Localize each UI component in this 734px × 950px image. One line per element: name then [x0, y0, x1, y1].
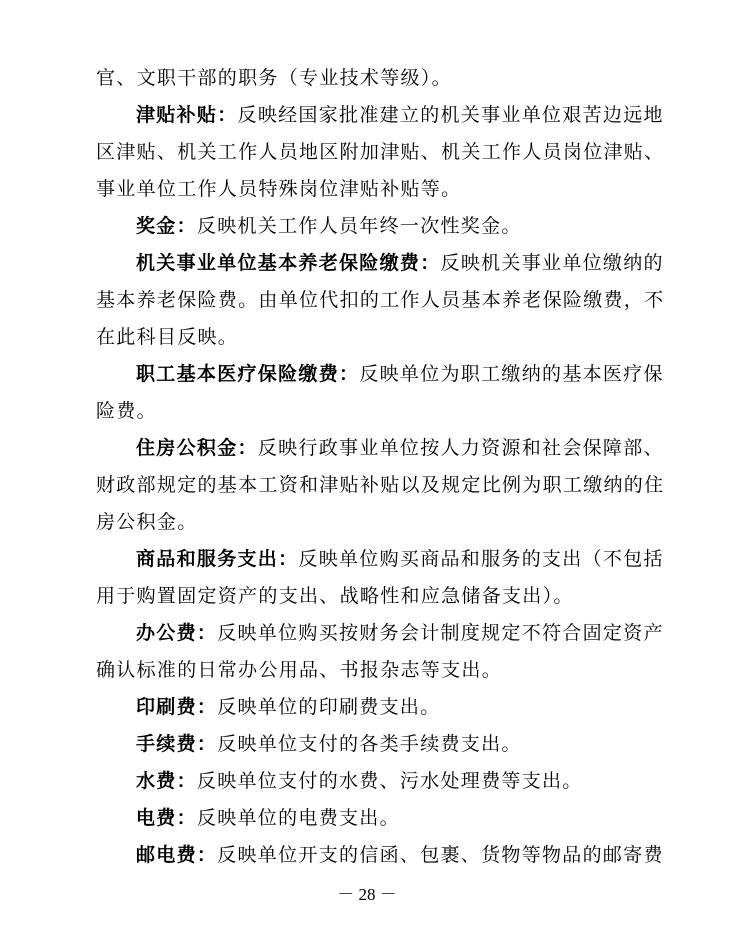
line-text: 财政部规定的基本工资和津贴补贴以及规定比例为职工缴纳的住: [96, 474, 665, 496]
paragraph-line-with-term: [96, 615, 664, 652]
paragraph-line: [96, 171, 641, 208]
paragraph-line-with-term: [96, 726, 641, 763]
paragraph-line-with-term: [96, 97, 664, 134]
body-text: [96, 60, 665, 874]
term-label: 住房公积金：: [136, 437, 258, 459]
paragraph-line-with-term: [96, 763, 641, 800]
paragraph-line-with-term: [96, 689, 641, 726]
term-label: 印刷费：: [136, 696, 218, 718]
term-label: 水费：: [136, 770, 197, 792]
paragraph-line: [96, 319, 641, 356]
line-text: 在此科目反映。: [96, 326, 239, 348]
paragraph-line-with-term: [96, 245, 664, 282]
line-text: 反映单位的印刷费支出。: [217, 696, 441, 718]
line-text: 反映单位开支的信函、包裹、货物等物品的邮寄费: [217, 844, 664, 866]
paragraph-line: [96, 60, 641, 97]
line-text: 事业单位工作人员特殊岗位津贴补贴等。: [96, 178, 462, 200]
line-text: 反映单位购买按财务会计制度规定不符合固定资产: [217, 622, 664, 644]
line-text: 反映单位支付的各类手续费支出。: [217, 733, 522, 755]
line-text: 区津贴、机关工作人员地区附加津贴、机关工作人员岗位津贴、: [96, 141, 665, 163]
line-text: 反映单位为职工缴纳的基本医疗保: [359, 363, 664, 385]
term-label: 商品和服务支出：: [136, 548, 299, 570]
paragraph-line: [96, 652, 641, 689]
line-text: 反映单位购买商品和服务的支出（不包括: [298, 548, 664, 570]
line-text: 反映单位的电费支出。: [196, 807, 400, 829]
paragraph-line: [96, 393, 641, 430]
line-text: 用于购置固定资产的支出、战略性和应急储备支出）。: [96, 585, 574, 607]
line-text: 反映行政事业单位按人力资源和社会保障部、: [257, 437, 664, 459]
paragraph-line-with-term: [96, 541, 664, 578]
paragraph-line-with-term: [96, 430, 664, 467]
line-text: 确认标准的日常办公用品、书报杂志等支出。: [96, 659, 503, 681]
line-text: 反映经国家批准建立的机关事业单位艰苦边远地: [237, 104, 664, 126]
line-text: 房公积金。: [96, 511, 198, 533]
paragraph-line-with-term: [96, 356, 664, 393]
page-number: － 28 －: [337, 885, 397, 904]
term-label: 奖金：: [136, 215, 197, 237]
line-text: 反映机关工作人员年终一次性奖金。: [196, 215, 522, 237]
paragraph-line: [96, 282, 665, 319]
term-label: 职工基本医疗保险缴费：: [136, 363, 360, 385]
term-label: 办公费：: [136, 622, 218, 644]
term-label: 机关事业单位基本养老保险缴费：: [136, 252, 441, 274]
line-text: 险费。: [96, 400, 157, 422]
line-text: 反映单位支付的水费、污水处理费等支出。: [196, 770, 583, 792]
line-text: 官、文职干部的职务（专业技术等级）。: [96, 67, 452, 89]
paragraph-line: [96, 578, 641, 615]
paragraph-line: [96, 467, 665, 504]
paragraph-line-with-term: [96, 208, 641, 245]
term-label: 手续费：: [136, 733, 218, 755]
paragraph-line-with-term: [96, 800, 641, 837]
line-text: 基本养老保险费。由单位代扣的工作人员基本养老保险缴费，不: [96, 289, 665, 311]
paragraph-line-with-term: [96, 837, 664, 874]
term-label: 津贴补贴：: [136, 104, 238, 126]
term-label: 电费：: [136, 807, 197, 829]
term-label: 邮电费：: [136, 844, 218, 866]
paragraph-line: [96, 134, 665, 171]
paragraph-line: [96, 504, 641, 541]
line-text: 反映机关事业单位缴纳的: [440, 252, 664, 274]
